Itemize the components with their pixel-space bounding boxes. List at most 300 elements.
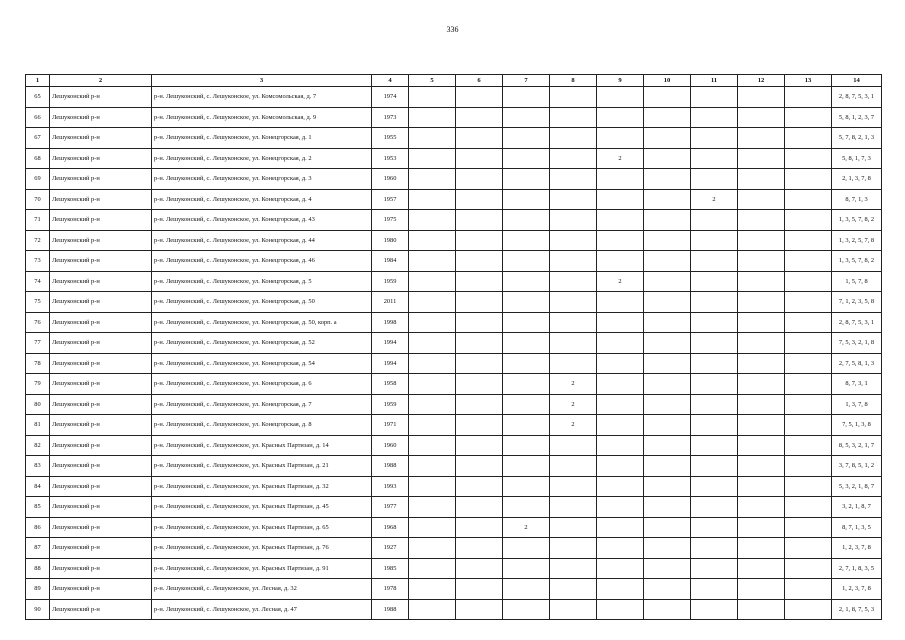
col10-cell bbox=[644, 271, 691, 292]
district-cell: Лешуконский р-н bbox=[50, 538, 152, 559]
col11-cell bbox=[691, 476, 738, 497]
year-cell: 1993 bbox=[372, 476, 409, 497]
col6-cell bbox=[456, 87, 503, 108]
col10-cell bbox=[644, 230, 691, 251]
col9-cell bbox=[597, 128, 644, 149]
district-cell: Лешуконский р-н bbox=[50, 230, 152, 251]
col11-cell bbox=[691, 230, 738, 251]
row-number: 79 bbox=[26, 374, 50, 395]
address-cell: р-н. Лешуконский, с. Лешуконское, ул. Красных Партизан, д. 76 bbox=[152, 538, 372, 559]
column-header-8: 8 bbox=[550, 75, 597, 87]
col7-cell bbox=[503, 497, 550, 518]
row-number: 71 bbox=[26, 210, 50, 231]
year-cell: 1973 bbox=[372, 107, 409, 128]
table-row bbox=[26, 107, 882, 128]
col8-cell: 2 bbox=[550, 374, 597, 395]
col8-cell bbox=[550, 128, 597, 149]
col11-cell bbox=[691, 456, 738, 477]
table-row bbox=[26, 456, 882, 477]
col5-cell bbox=[409, 333, 456, 354]
district-cell: Лешуконский р-н bbox=[50, 128, 152, 149]
column-header-1: 1 bbox=[26, 75, 50, 87]
col14-cell: 5, 8, 1, 2, 3, 7 bbox=[832, 107, 882, 128]
col5-cell bbox=[409, 599, 456, 620]
col10-cell bbox=[644, 189, 691, 210]
col12-cell bbox=[738, 292, 785, 313]
row-number: 72 bbox=[26, 230, 50, 251]
row-number: 75 bbox=[26, 292, 50, 313]
col5-cell bbox=[409, 415, 456, 436]
col13-cell bbox=[785, 210, 832, 231]
col8-cell bbox=[550, 251, 597, 272]
row-number: 84 bbox=[26, 476, 50, 497]
row-number: 87 bbox=[26, 538, 50, 559]
col10-cell bbox=[644, 599, 691, 620]
col9-cell bbox=[597, 312, 644, 333]
col11-cell bbox=[691, 579, 738, 600]
col14-cell: 2, 1, 3, 7, 8 bbox=[832, 169, 882, 190]
column-header-10: 10 bbox=[644, 75, 691, 87]
table-row bbox=[26, 230, 882, 251]
col9-cell bbox=[597, 558, 644, 579]
address-cell: р-н. Лешуконский, с. Лешуконское, ул. Конецгорская, д. 3 bbox=[152, 169, 372, 190]
col10-cell bbox=[644, 435, 691, 456]
row-number: 65 bbox=[26, 87, 50, 108]
col10-cell bbox=[644, 169, 691, 190]
table-row bbox=[26, 374, 882, 395]
col12-cell bbox=[738, 189, 785, 210]
year-cell: 1998 bbox=[372, 312, 409, 333]
col5-cell bbox=[409, 189, 456, 210]
col13-cell bbox=[785, 128, 832, 149]
col10-cell bbox=[644, 476, 691, 497]
col7-cell bbox=[503, 353, 550, 374]
col11-cell bbox=[691, 210, 738, 231]
col8-cell bbox=[550, 353, 597, 374]
col13-cell bbox=[785, 292, 832, 313]
col9-cell bbox=[597, 456, 644, 477]
col12-cell bbox=[738, 497, 785, 518]
year-cell: 1977 bbox=[372, 497, 409, 518]
col11-cell bbox=[691, 415, 738, 436]
year-cell: 1927 bbox=[372, 538, 409, 559]
col11-cell bbox=[691, 292, 738, 313]
table-row bbox=[26, 497, 882, 518]
col9-cell bbox=[597, 189, 644, 210]
col12-cell bbox=[738, 415, 785, 436]
district-cell: Лешуконский р-н bbox=[50, 148, 152, 169]
col12-cell bbox=[738, 579, 785, 600]
col14-cell: 8, 7, 1, 3, 5 bbox=[832, 517, 882, 538]
col6-cell bbox=[456, 271, 503, 292]
col13-cell bbox=[785, 394, 832, 415]
col7-cell bbox=[503, 579, 550, 600]
year-cell: 1968 bbox=[372, 517, 409, 538]
year-cell: 1994 bbox=[372, 333, 409, 354]
row-number: 70 bbox=[26, 189, 50, 210]
col13-cell bbox=[785, 312, 832, 333]
col12-cell bbox=[738, 374, 785, 395]
table-row bbox=[26, 415, 882, 436]
col7-cell bbox=[503, 558, 550, 579]
col11-cell bbox=[691, 107, 738, 128]
district-cell: Лешуконский р-н bbox=[50, 394, 152, 415]
col13-cell bbox=[785, 497, 832, 518]
header-row bbox=[26, 75, 882, 87]
col8-cell bbox=[550, 497, 597, 518]
col13-cell bbox=[785, 87, 832, 108]
col14-cell: 8, 5, 3, 2, 1, 7 bbox=[832, 435, 882, 456]
year-cell: 1994 bbox=[372, 353, 409, 374]
col9-cell bbox=[597, 251, 644, 272]
col12-cell bbox=[738, 353, 785, 374]
district-cell: Лешуконский р-н bbox=[50, 87, 152, 108]
row-number: 76 bbox=[26, 312, 50, 333]
row-number: 68 bbox=[26, 148, 50, 169]
col11-cell bbox=[691, 435, 738, 456]
col14-cell: 1, 2, 3, 7, 8 bbox=[832, 579, 882, 600]
row-number: 82 bbox=[26, 435, 50, 456]
col14-cell: 2, 7, 1, 8, 3, 5 bbox=[832, 558, 882, 579]
address-cell: р-н. Лешуконский, с. Лешуконское, ул. Лесная, д. 32 bbox=[152, 579, 372, 600]
table-row bbox=[26, 169, 882, 190]
address-cell: р-н. Лешуконский, с. Лешуконское, ул. Красных Партизан, д. 21 bbox=[152, 456, 372, 477]
col6-cell bbox=[456, 333, 503, 354]
col7-cell bbox=[503, 230, 550, 251]
col11-cell bbox=[691, 128, 738, 149]
district-cell: Лешуконский р-н bbox=[50, 189, 152, 210]
col6-cell bbox=[456, 107, 503, 128]
column-header-13: 13 bbox=[785, 75, 832, 87]
col14-cell: 5, 7, 8, 2, 1, 3 bbox=[832, 128, 882, 149]
col6-cell bbox=[456, 517, 503, 538]
row-number: 67 bbox=[26, 128, 50, 149]
district-cell: Лешуконский р-н bbox=[50, 312, 152, 333]
col12-cell bbox=[738, 476, 785, 497]
col13-cell bbox=[785, 599, 832, 620]
col5-cell bbox=[409, 169, 456, 190]
col7-cell bbox=[503, 394, 550, 415]
year-cell: 1960 bbox=[372, 169, 409, 190]
col12-cell bbox=[738, 148, 785, 169]
district-cell: Лешуконский р-н bbox=[50, 599, 152, 620]
district-cell: Лешуконский р-н bbox=[50, 456, 152, 477]
table-row bbox=[26, 394, 882, 415]
row-number: 78 bbox=[26, 353, 50, 374]
col11-cell bbox=[691, 374, 738, 395]
table-row bbox=[26, 87, 882, 108]
address-cell: р-н. Лешуконский, с. Лешуконское, ул. Лесная, д. 47 bbox=[152, 599, 372, 620]
col14-cell: 2, 1, 8, 7, 5, 3 bbox=[832, 599, 882, 620]
col9-cell bbox=[597, 435, 644, 456]
col8-cell bbox=[550, 230, 597, 251]
col9-cell bbox=[597, 579, 644, 600]
col13-cell bbox=[785, 230, 832, 251]
address-cell: р-н. Лешуконский, с. Лешуконское, ул. Конецгорская, д. 5 bbox=[152, 271, 372, 292]
col8-cell bbox=[550, 312, 597, 333]
col11-cell: 2 bbox=[691, 189, 738, 210]
col9-cell bbox=[597, 169, 644, 190]
col7-cell bbox=[503, 374, 550, 395]
col12-cell bbox=[738, 394, 785, 415]
col9-cell bbox=[597, 415, 644, 436]
col14-cell: 2, 7, 5, 8, 1, 3 bbox=[832, 353, 882, 374]
column-header-9: 9 bbox=[597, 75, 644, 87]
row-number: 88 bbox=[26, 558, 50, 579]
col6-cell bbox=[456, 128, 503, 149]
col13-cell bbox=[785, 169, 832, 190]
col5-cell bbox=[409, 271, 456, 292]
col7-cell bbox=[503, 476, 550, 497]
col9-cell bbox=[597, 353, 644, 374]
address-cell: р-н. Лешуконский, с. Лешуконское, ул. Красных Партизан, д. 45 bbox=[152, 497, 372, 518]
district-cell: Лешуконский р-н bbox=[50, 497, 152, 518]
year-cell: 1988 bbox=[372, 599, 409, 620]
col13-cell bbox=[785, 538, 832, 559]
col14-cell: 5, 3, 2, 1, 8, 7 bbox=[832, 476, 882, 497]
col10-cell bbox=[644, 374, 691, 395]
table-row bbox=[26, 538, 882, 559]
col9-cell bbox=[597, 374, 644, 395]
col11-cell bbox=[691, 87, 738, 108]
table-row bbox=[26, 476, 882, 497]
col14-cell: 8, 7, 1, 3 bbox=[832, 189, 882, 210]
col7-cell bbox=[503, 107, 550, 128]
column-header-4: 4 bbox=[372, 75, 409, 87]
col11-cell bbox=[691, 353, 738, 374]
table-row bbox=[26, 128, 882, 149]
address-cell: р-н. Лешуконский, с. Лешуконское, ул. Красных Партизан, д. 91 bbox=[152, 558, 372, 579]
col14-cell: 2, 8, 7, 5, 3, 1 bbox=[832, 87, 882, 108]
col12-cell bbox=[738, 271, 785, 292]
table-row bbox=[26, 148, 882, 169]
col11-cell bbox=[691, 251, 738, 272]
address-cell: р-н. Лешуконский, с. Лешуконское, ул. Конецгорская, д. 50, корп. а bbox=[152, 312, 372, 333]
address-cell: р-н. Лешуконский, с. Лешуконское, ул. Конецгорская, д. 2 bbox=[152, 148, 372, 169]
col5-cell bbox=[409, 476, 456, 497]
col14-cell: 5, 8, 1, 7, 3 bbox=[832, 148, 882, 169]
address-cell: р-н. Лешуконский, с. Лешуконское, ул. Комсомольская, д. 9 bbox=[152, 107, 372, 128]
address-cell: р-н. Лешуконский, с. Лешуконское, ул. Конецгорская, д. 43 bbox=[152, 210, 372, 231]
col6-cell bbox=[456, 599, 503, 620]
col9-cell bbox=[597, 87, 644, 108]
col6-cell bbox=[456, 292, 503, 313]
col5-cell bbox=[409, 517, 456, 538]
col6-cell bbox=[456, 415, 503, 436]
col9-cell bbox=[597, 210, 644, 231]
table-row bbox=[26, 210, 882, 231]
col8-cell bbox=[550, 87, 597, 108]
year-cell: 1984 bbox=[372, 251, 409, 272]
col14-cell: 1, 3, 2, 5, 7, 8 bbox=[832, 230, 882, 251]
district-cell: Лешуконский р-н bbox=[50, 579, 152, 600]
col6-cell bbox=[456, 148, 503, 169]
col9-cell bbox=[597, 517, 644, 538]
year-cell: 1959 bbox=[372, 394, 409, 415]
col9-cell bbox=[597, 107, 644, 128]
col5-cell bbox=[409, 148, 456, 169]
col6-cell bbox=[456, 497, 503, 518]
col6-cell bbox=[456, 394, 503, 415]
col11-cell bbox=[691, 599, 738, 620]
district-cell: Лешуконский р-н bbox=[50, 292, 152, 313]
year-cell: 1974 bbox=[372, 87, 409, 108]
district-cell: Лешуконский р-н bbox=[50, 271, 152, 292]
year-cell: 1957 bbox=[372, 189, 409, 210]
district-cell: Лешуконский р-н bbox=[50, 251, 152, 272]
col10-cell bbox=[644, 333, 691, 354]
col14-cell: 7, 5, 3, 2, 1, 8 bbox=[832, 333, 882, 354]
col14-cell: 2, 8, 7, 5, 3, 1 bbox=[832, 312, 882, 333]
col11-cell bbox=[691, 517, 738, 538]
row-number: 66 bbox=[26, 107, 50, 128]
col8-cell bbox=[550, 333, 597, 354]
row-number: 86 bbox=[26, 517, 50, 538]
col13-cell bbox=[785, 333, 832, 354]
col5-cell bbox=[409, 292, 456, 313]
col13-cell bbox=[785, 148, 832, 169]
row-number: 74 bbox=[26, 271, 50, 292]
table-row bbox=[26, 189, 882, 210]
address-cell: р-н. Лешуконский, с. Лешуконское, ул. Конецгорская, д. 52 bbox=[152, 333, 372, 354]
col5-cell bbox=[409, 497, 456, 518]
row-number: 83 bbox=[26, 456, 50, 477]
col14-cell: 7, 5, 1, 3, 8 bbox=[832, 415, 882, 436]
year-cell: 1978 bbox=[372, 579, 409, 600]
col5-cell bbox=[409, 251, 456, 272]
col5-cell bbox=[409, 107, 456, 128]
col12-cell bbox=[738, 599, 785, 620]
column-header-12: 12 bbox=[738, 75, 785, 87]
address-cell: р-н. Лешуконский, с. Лешуконское, ул. Комсомольская, д. 7 bbox=[152, 87, 372, 108]
col9-cell bbox=[597, 538, 644, 559]
district-cell: Лешуконский р-н bbox=[50, 517, 152, 538]
row-number: 89 bbox=[26, 579, 50, 600]
col11-cell bbox=[691, 394, 738, 415]
table-row bbox=[26, 558, 882, 579]
col7-cell bbox=[503, 415, 550, 436]
district-cell: Лешуконский р-н bbox=[50, 374, 152, 395]
col6-cell bbox=[456, 374, 503, 395]
col9-cell bbox=[597, 599, 644, 620]
district-cell: Лешуконский р-н bbox=[50, 353, 152, 374]
col5-cell bbox=[409, 435, 456, 456]
column-header-7: 7 bbox=[503, 75, 550, 87]
col8-cell: 2 bbox=[550, 415, 597, 436]
table-row bbox=[26, 251, 882, 272]
col5-cell bbox=[409, 579, 456, 600]
col10-cell bbox=[644, 456, 691, 477]
col5-cell bbox=[409, 87, 456, 108]
address-cell: р-н. Лешуконский, с. Лешуконское, ул. Конецгорская, д. 54 bbox=[152, 353, 372, 374]
column-header-2: 2 bbox=[50, 75, 152, 87]
col13-cell bbox=[785, 271, 832, 292]
col13-cell bbox=[785, 353, 832, 374]
table-body bbox=[26, 87, 882, 620]
col11-cell bbox=[691, 558, 738, 579]
col7-cell bbox=[503, 435, 550, 456]
page-number: 336 bbox=[446, 25, 459, 34]
col12-cell bbox=[738, 312, 785, 333]
col10-cell bbox=[644, 558, 691, 579]
col12-cell bbox=[738, 210, 785, 231]
col9-cell bbox=[597, 497, 644, 518]
col8-cell bbox=[550, 210, 597, 231]
table-row bbox=[26, 353, 882, 374]
col6-cell bbox=[456, 230, 503, 251]
col8-cell bbox=[550, 599, 597, 620]
district-cell: Лешуконский р-н bbox=[50, 435, 152, 456]
col13-cell bbox=[785, 476, 832, 497]
col6-cell bbox=[456, 538, 503, 559]
col13-cell bbox=[785, 107, 832, 128]
col11-cell bbox=[691, 148, 738, 169]
year-cell: 1985 bbox=[372, 558, 409, 579]
col8-cell bbox=[550, 148, 597, 169]
col5-cell bbox=[409, 312, 456, 333]
row-number: 85 bbox=[26, 497, 50, 518]
col7-cell bbox=[503, 538, 550, 559]
col7-cell bbox=[503, 251, 550, 272]
col13-cell bbox=[785, 579, 832, 600]
table-row bbox=[26, 579, 882, 600]
housing-register-table bbox=[25, 74, 882, 620]
col7-cell bbox=[503, 271, 550, 292]
col9-cell bbox=[597, 394, 644, 415]
col12-cell bbox=[738, 169, 785, 190]
col7-cell bbox=[503, 128, 550, 149]
col14-cell: 7, 1, 2, 3, 5, 8 bbox=[832, 292, 882, 313]
col8-cell bbox=[550, 292, 597, 313]
col5-cell bbox=[409, 128, 456, 149]
col12-cell bbox=[738, 87, 785, 108]
col9-cell bbox=[597, 333, 644, 354]
col8-cell bbox=[550, 558, 597, 579]
row-number: 77 bbox=[26, 333, 50, 354]
col13-cell bbox=[785, 517, 832, 538]
year-cell: 1988 bbox=[372, 456, 409, 477]
address-cell: р-н. Лешуконский, с. Лешуконское, ул. Конецгорская, д. 7 bbox=[152, 394, 372, 415]
col12-cell bbox=[738, 107, 785, 128]
col10-cell bbox=[644, 353, 691, 374]
col6-cell bbox=[456, 579, 503, 600]
col7-cell bbox=[503, 456, 550, 477]
col13-cell bbox=[785, 456, 832, 477]
col12-cell bbox=[738, 435, 785, 456]
col12-cell bbox=[738, 128, 785, 149]
year-cell: 1960 bbox=[372, 435, 409, 456]
col6-cell bbox=[456, 353, 503, 374]
address-cell: р-н. Лешуконский, с. Лешуконское, ул. Конецгорская, д. 44 bbox=[152, 230, 372, 251]
district-cell: Лешуконский р-н bbox=[50, 210, 152, 231]
col8-cell bbox=[550, 189, 597, 210]
col5-cell bbox=[409, 394, 456, 415]
col10-cell bbox=[644, 128, 691, 149]
col6-cell bbox=[456, 456, 503, 477]
address-cell: р-н. Лешуконский, с. Лешуконское, ул. Конецгорская, д. 50 bbox=[152, 292, 372, 313]
col7-cell bbox=[503, 292, 550, 313]
col8-cell: 2 bbox=[550, 394, 597, 415]
col9-cell: 2 bbox=[597, 148, 644, 169]
col7-cell: 2 bbox=[503, 517, 550, 538]
district-cell: Лешуконский р-н bbox=[50, 415, 152, 436]
col8-cell bbox=[550, 456, 597, 477]
col12-cell bbox=[738, 558, 785, 579]
col8-cell bbox=[550, 476, 597, 497]
col8-cell bbox=[550, 435, 597, 456]
col13-cell bbox=[785, 558, 832, 579]
col7-cell bbox=[503, 148, 550, 169]
